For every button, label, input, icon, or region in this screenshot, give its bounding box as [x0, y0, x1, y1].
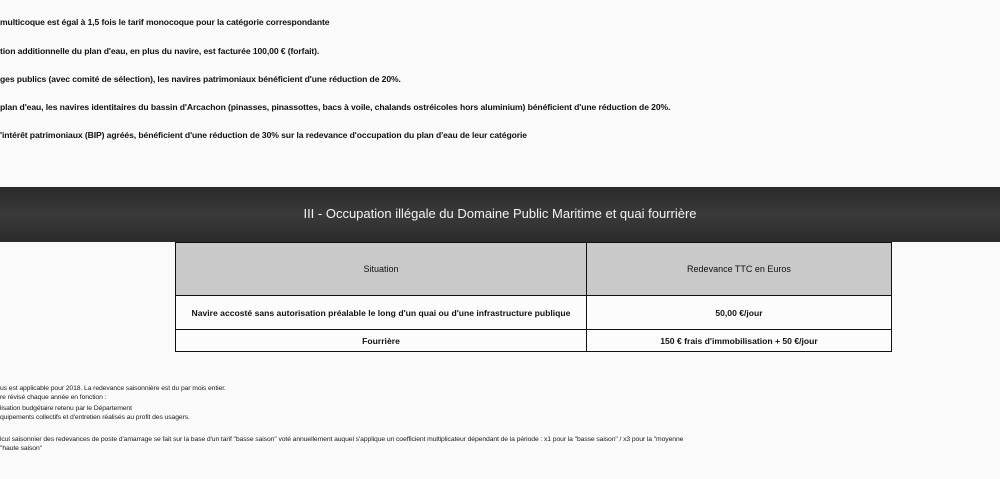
header-fee: Redevance TTC en Euros: [587, 243, 892, 296]
cell-situation: Fourrière: [176, 330, 587, 352]
table-row: [176, 296, 892, 330]
note-bip-reduction: 'intérêt patrimoniaux (BIP) agréés, bénéficient d'une réduction de 30% sur la redevance d'occupation du plan d'eau de leur catégorie: [0, 130, 527, 140]
cell-fee: 50,00 €/jour: [587, 296, 892, 330]
section-banner: [0, 187, 1000, 242]
fee-table: [175, 242, 892, 352]
note-additional-occupation: tion additionnelle du plan d'eau, en plus du navire, est facturée 100,00 € (forfait).: [0, 46, 320, 56]
header-situation: Situation: [176, 243, 587, 296]
footnote-seasonal-calc: lcul saisonnier des redevances de poste d'amarrage se fait sur la base d'un tarif "basse saison" voté annuellement auquel s'applique un coefficient multiplicateur dépendant de la période : x1 pour la "basse saison" / x3 pour la "moyenne: [0, 436, 684, 443]
table-row: [176, 330, 892, 352]
cell-situation: Navire accosté sans autorisation préalable le long d'un quai ou d'une infrastructure publique: [176, 296, 587, 330]
note-identitary-boats: plan d'eau, les navires identitaires du bassin d'Arcachon (pinasses, pinassottes, bacs à voile, chalands ostréicoles hors aluminium) bénéficient d'une réduction de 20%.: [0, 102, 671, 112]
table-header-row: [176, 243, 892, 296]
footnote-equipment: quipements collectifs et d'entretien réalisés au profit des usagers.: [0, 414, 190, 421]
note-multicoque: multicoque est égal à 1,5 fois le tarif monocoque pour la catégorie correspondante: [0, 17, 330, 27]
section-title: III - Occupation illégale du Domaine Public Maritime et quai fourrière: [303, 206, 697, 221]
note-patrimonial-reduction: ges publics (avec comité de sélection), les navires patrimoniaux bénéficient d'une réduction de 20%.: [0, 74, 401, 84]
footnote-budget: lisation budgétaire retenu par le Département: [0, 405, 132, 412]
footnote-revised: re révisé chaque année en fonction :: [0, 394, 107, 401]
footnote-high-season: "haute saison": [0, 445, 42, 452]
footnote-applicable: us est applicable pour 2018. La redevance saisonnière est du par mois entier.: [0, 385, 226, 392]
cell-fee: 150 € frais d'immobilisation + 50 €/jour: [587, 330, 892, 352]
